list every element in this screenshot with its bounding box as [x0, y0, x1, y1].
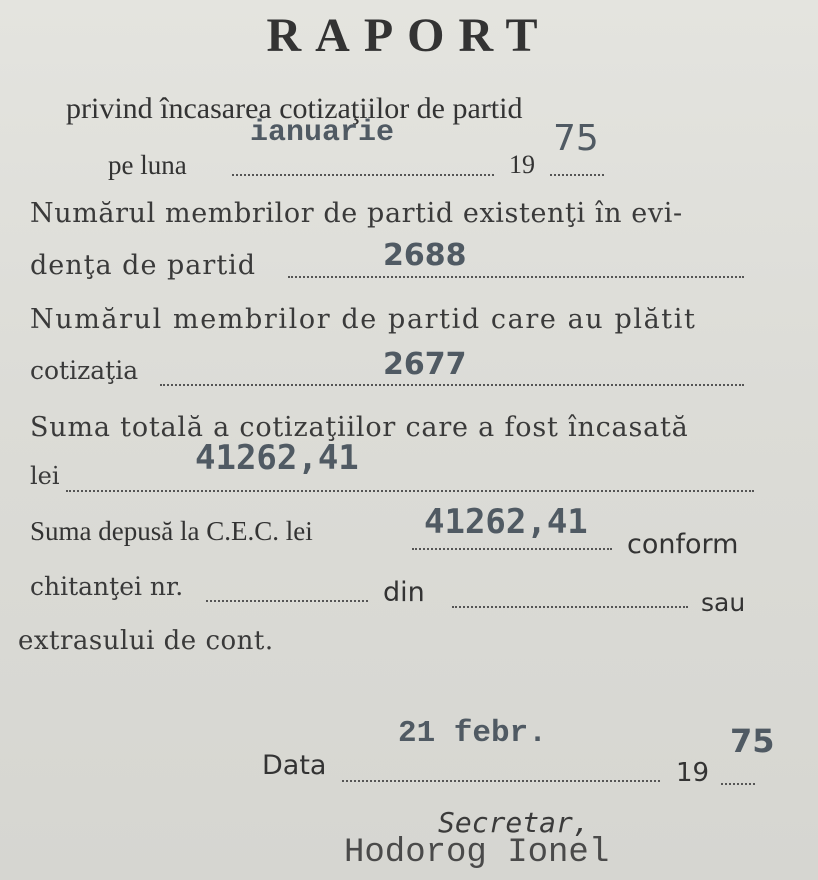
month-value: ianuarie	[250, 116, 395, 150]
paid-value: 2677	[383, 347, 467, 382]
month-dotted-line	[232, 174, 494, 176]
sum-dotted-line	[66, 490, 754, 492]
sum-value: 41262,41	[195, 438, 359, 478]
date-year-dotted-line	[721, 783, 755, 785]
secretary-title: Secretar,	[438, 806, 590, 839]
date-year-value: 75	[730, 722, 775, 760]
receipt-or-label: sau	[701, 588, 746, 617]
cec-suffix: conform	[627, 529, 739, 560]
date-value: 21 febr.	[398, 716, 547, 751]
receipt-number-dotted-line	[206, 600, 368, 602]
year-dotted-line	[550, 174, 604, 176]
year-value: 75	[553, 118, 599, 159]
receipt-date-dotted-line	[452, 606, 688, 608]
paid-line1: Numărul membrilor de partid care au plătit	[30, 304, 697, 335]
year-prefix: 19	[509, 150, 535, 179]
sum-label: lei	[30, 462, 60, 490]
members-value: 2688	[383, 238, 467, 273]
cec-label: Suma depusă la C.E.C. lei	[30, 516, 313, 546]
members-dotted-line	[288, 276, 744, 278]
members-line1: Numărul membrilor de partid existenţi în evi-	[30, 198, 683, 229]
cec-dotted-line	[412, 548, 612, 550]
receipt-from-label: din	[383, 577, 425, 608]
secretary-name: Hodorog Ionel	[344, 834, 610, 872]
date-dotted-line	[342, 780, 660, 782]
date-label: Data	[262, 750, 327, 781]
sum-line1: Suma totală a cotizaţiilor care a fost încasată	[30, 412, 689, 443]
report-title: RAPORT	[266, 9, 552, 62]
extract-label: extrasului de cont.	[18, 626, 274, 656]
paid-line2: cotizaţia	[30, 356, 139, 385]
members-line2: denţa de partid	[30, 250, 257, 281]
date-year-prefix: 19	[676, 758, 710, 788]
receipt-label: chitanţei nr.	[30, 572, 184, 601]
paid-dotted-line	[160, 384, 744, 386]
subtitle-line: privind încasarea cotizaţiilor de partid	[66, 92, 523, 125]
cec-value: 41262,41	[424, 502, 588, 542]
month-label: pe luna	[108, 150, 187, 180]
